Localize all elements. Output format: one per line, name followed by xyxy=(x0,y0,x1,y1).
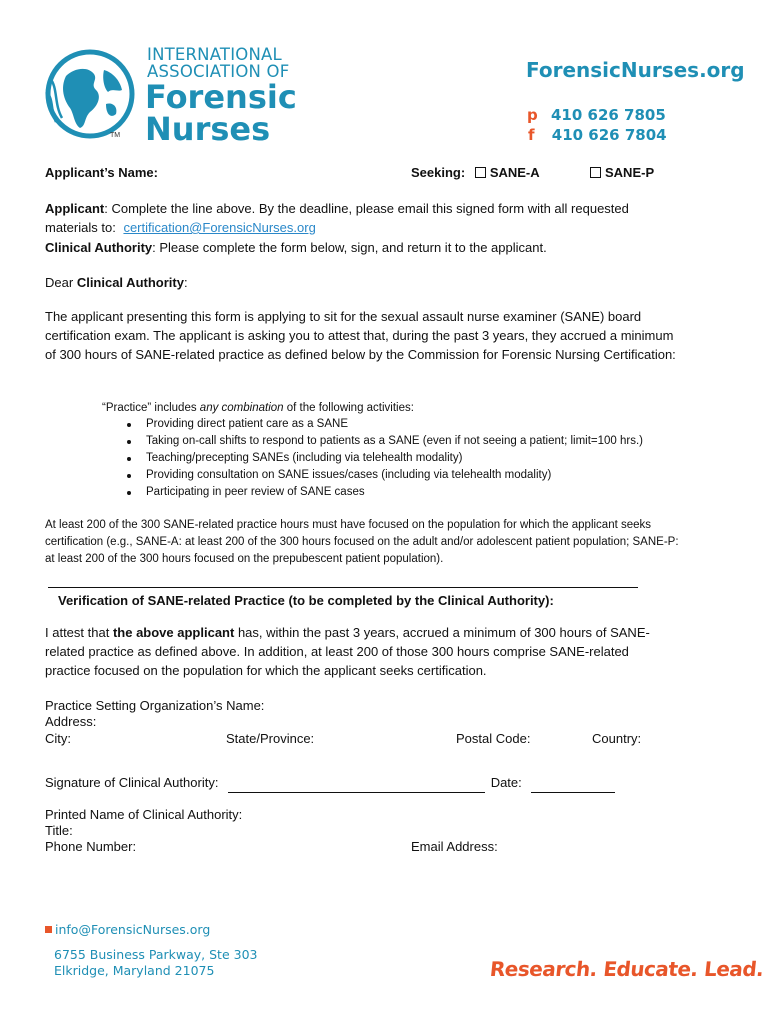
practice-intro xyxy=(102,400,414,417)
country-label: Country: xyxy=(592,731,642,746)
signature-label: Signature of Clinical Authority: xyxy=(45,775,219,790)
phone-prefix: p xyxy=(527,106,538,124)
attest-after: has, within the past 3 years, accrued a minimum of 300 hours of SANE-related practice as defined above. In addition, at least 200 of those 300 hours comprise SANE-related practice focused on the population for which the applicant seeks certification. xyxy=(45,625,650,678)
trademark: TM xyxy=(110,132,121,139)
practice-note: At least 200 of the 300 SANE-related practice hours must have focused on the population for which the applicant seeks certification (e.g., SANE-A: at least 200 of the 300 hours focused on the adult and/or adolescent patient population; SANE-P: at least 200 of the 300 hours focused on the prepubescent patient population). xyxy=(45,519,679,565)
seeking-label: Seeking: xyxy=(411,165,466,180)
list-item: Providing consultation on SANE issues/cases (including via telehealth modality) xyxy=(116,467,736,484)
sane-a-checkbox[interactable] xyxy=(475,167,486,178)
list-item: Providing direct patient care as a SANE xyxy=(116,416,736,433)
footer-address-2: Elkridge, Maryland 21075 xyxy=(54,963,215,978)
attest-bold: the above applicant xyxy=(112,625,235,640)
date-label: Date: xyxy=(490,775,522,790)
signature-row xyxy=(45,773,615,793)
website-link[interactable]: ForensicNurses.org xyxy=(526,58,745,82)
practice-list xyxy=(116,416,736,501)
logo xyxy=(44,45,297,148)
verification-heading: Verification of SANE-related Practice (to be completed by the Clinical Authority): xyxy=(58,593,554,608)
phone-number: 410 626 7805 xyxy=(550,106,666,124)
authority-instruction-text: : Please complete the form below, sign, and return it to the applicant. xyxy=(152,240,547,255)
attestation-text xyxy=(45,623,670,680)
logo-line-1: INTERNATIONAL xyxy=(147,45,282,64)
sane-p-checkbox[interactable] xyxy=(590,167,601,178)
footer-address-1: 6755 Business Parkway, Ste 303 xyxy=(54,947,258,962)
square-icon xyxy=(45,926,52,933)
section-divider xyxy=(48,587,638,588)
signature-line[interactable] xyxy=(228,773,485,793)
footer-tagline: Research. Educate. Lead. xyxy=(488,957,765,981)
applicant-name-label: Applicant’s Name: xyxy=(45,165,158,180)
authority-instructions xyxy=(45,238,725,257)
applicant-bold: Applicant xyxy=(45,201,105,216)
phone-number-label: Phone Number: xyxy=(45,839,137,854)
practice-intro-italic: any combination xyxy=(199,402,284,414)
phone-line xyxy=(527,106,666,124)
practice-intro-before: “Practice” includes xyxy=(102,402,197,414)
org-name-label: Practice Setting Organization’s Name: xyxy=(45,698,265,713)
printed-name-label: Printed Name of Clinical Authority: xyxy=(45,807,243,822)
title-label: Title: xyxy=(45,823,73,838)
state-label: State/Province: xyxy=(226,731,315,746)
certification-email-link[interactable]: certification@ForensicNurses.org xyxy=(123,220,316,235)
address-label: Address: xyxy=(45,714,97,729)
sane-p-label: SANE-P xyxy=(605,165,655,180)
dear-authority: Clinical Authority xyxy=(76,275,184,290)
list-item: Participating in peer review of SANE cases xyxy=(116,484,736,501)
city-label: City: xyxy=(45,731,71,746)
dear-text: Dear xyxy=(45,275,74,290)
practice-intro-after: of the following activities: xyxy=(286,402,414,414)
sane-p-option xyxy=(590,163,654,182)
logo-line-2: ASSOCIATION OF xyxy=(147,62,290,81)
footer-email xyxy=(45,922,210,937)
list-item: Taking on-call shifts to respond to patients as a SANE (even if not seeing a patient; limit=100 hrs.) xyxy=(116,433,736,450)
fax-prefix: f xyxy=(528,126,535,144)
globe-icon xyxy=(44,48,136,140)
email-address-label: Email Address: xyxy=(411,839,498,854)
letter-paragraph: The applicant presenting this form is applying to sit for the sexual assault nurse examiner (SANE) board certification exam. The applicant is asking you to attest that, during the past 3 years, they accrued a minimum of 300 hours of SANE-related practice as defined below by the Commission for Forensic Nursing Certification: xyxy=(45,309,676,362)
fax-line xyxy=(528,126,667,144)
seeking-row xyxy=(411,163,540,182)
logo-line-3: Forensic xyxy=(145,78,297,116)
footer-email-text[interactable]: info@ForensicNurses.org xyxy=(55,922,211,937)
list-item: Teaching/precepting SANEs (including via telehealth modality) xyxy=(116,450,736,467)
logo-line-4: Nurses xyxy=(145,110,271,148)
applicant-instructions xyxy=(45,199,685,237)
sane-a-label: SANE-A xyxy=(489,165,540,180)
applicant-instruction-text: : Complete the line above. By the deadline, please email this signed form with all requested materials to: xyxy=(45,201,629,235)
authority-bold: Clinical Authority xyxy=(45,240,153,255)
fax-number: 410 626 7804 xyxy=(551,126,667,144)
dear-colon: : xyxy=(183,275,188,290)
attest-before: I attest that xyxy=(45,625,110,640)
postal-code-label: Postal Code: xyxy=(456,731,531,746)
salutation xyxy=(45,273,188,292)
date-line[interactable] xyxy=(531,773,615,793)
